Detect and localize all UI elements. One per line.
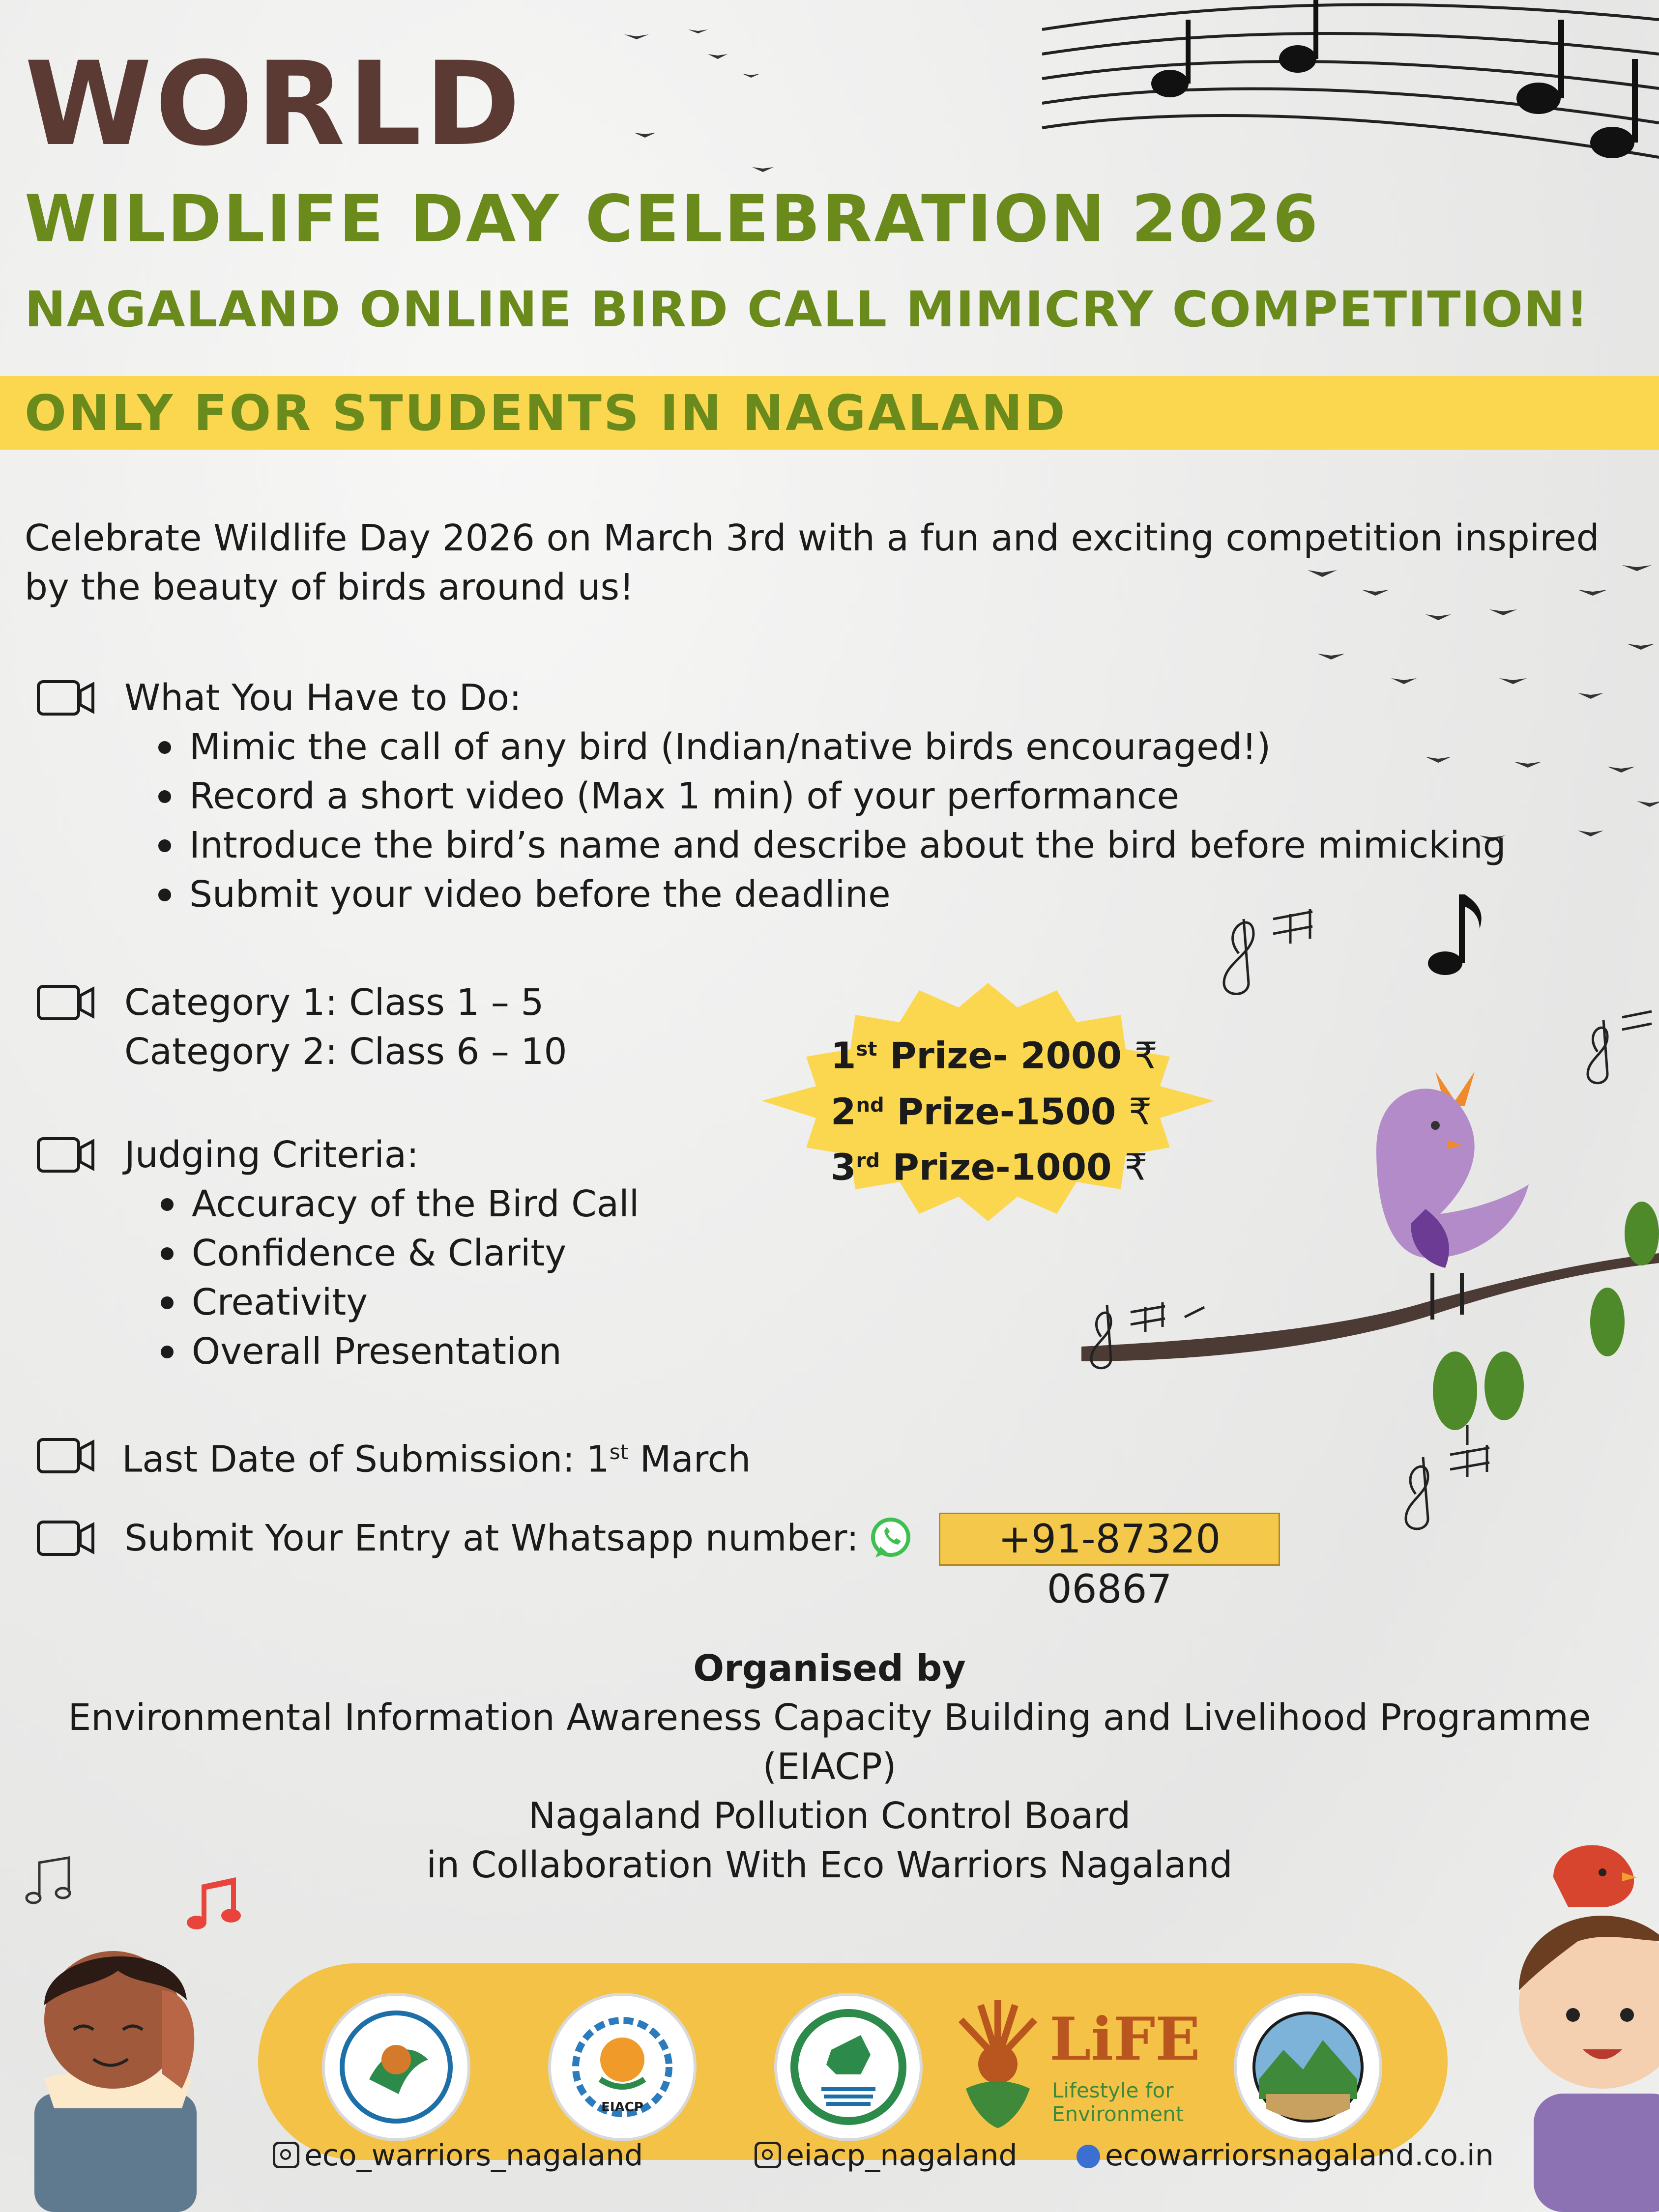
category-2: Category 2: Class 6 – 10 bbox=[124, 1031, 567, 1073]
eiacp-logo-label: EIACP bbox=[601, 2100, 643, 2115]
organised-by-heading: Organised by bbox=[693, 1647, 966, 1690]
category-1: Category 1: Class 1 – 5 bbox=[124, 981, 544, 1024]
deadline-section bbox=[37, 1428, 751, 1484]
judging-list bbox=[150, 1179, 774, 1376]
nagaland-pollution-control-board-logo bbox=[774, 1993, 923, 2141]
instagram-eiacp[interactable]: eiacp_nagaland bbox=[755, 2141, 1018, 2170]
deadline-text: Last Date of Submission: 1st March bbox=[122, 1438, 751, 1481]
organiser-line-4: in Collaboration With Eco Warriors Nagaland bbox=[426, 1844, 1233, 1886]
purple-bird-on-branch-illustration bbox=[1081, 1027, 1659, 1469]
title-world: WORLD bbox=[25, 37, 524, 172]
life-logo-subtitle: Lifestyle for Environment bbox=[1052, 2078, 1184, 2126]
treble-clef-icon bbox=[1573, 983, 1659, 1101]
list-item: Record a short video (Max 1 min) of your performance bbox=[147, 772, 1512, 821]
prize-second: 2nd Prize-1500 ₹ bbox=[831, 1091, 1152, 1133]
video-camera-icon bbox=[37, 1521, 95, 1556]
eco-warriors-nagaland-logo bbox=[1234, 1993, 1382, 2141]
partner-logos-bar bbox=[258, 1963, 1448, 2160]
list-item: Introduce the bird’s name and describe about the bird before mimicking bbox=[147, 821, 1512, 870]
judging-section bbox=[37, 1130, 774, 1376]
instagram-icon bbox=[755, 2142, 781, 2168]
organiser-line-3: Nagaland Pollution Control Board bbox=[528, 1795, 1131, 1837]
title-competition: NAGALAND ONLINE BIRD CALL MIMICRY COMPETITION! bbox=[25, 281, 1590, 338]
categories-section bbox=[37, 978, 567, 1076]
boy-with-red-bird-illustration bbox=[1489, 1828, 1659, 2212]
what-to-do-section bbox=[37, 673, 1512, 919]
music-note-red-icon bbox=[182, 1872, 251, 1936]
rupee-icon: ₹ bbox=[1134, 1034, 1158, 1077]
submit-text: Submit Your Entry at Whatsapp number: bbox=[124, 1517, 859, 1559]
prize-third: 3rd Prize-1000 ₹ bbox=[831, 1146, 1148, 1189]
music-note-icon bbox=[20, 1853, 88, 1912]
list-item: Submit your video before the deadline bbox=[147, 870, 1512, 919]
website-link[interactable]: ecowarriorsnagaland.co.in bbox=[1077, 2141, 1494, 2170]
list-item: Creativity bbox=[150, 1278, 774, 1327]
whatsapp-phone-number[interactable]: +91-87320 06867 bbox=[939, 1513, 1280, 1566]
list-item: Accuracy of the Bird Call bbox=[150, 1179, 774, 1229]
prize-first: 1st Prize- 2000 ₹ bbox=[831, 1034, 1158, 1077]
video-camera-icon bbox=[37, 680, 95, 716]
eligibility-banner bbox=[0, 376, 1659, 450]
instagram-icon bbox=[273, 2142, 299, 2168]
rupee-icon: ₹ bbox=[1129, 1091, 1152, 1133]
eiacp-logo bbox=[548, 1993, 697, 2141]
intro-text: Celebrate Wildlife Day 2026 on March 3rd with a fun and exciting competition inspired by the beauty of birds around us! bbox=[25, 517, 1600, 608]
life-logo bbox=[951, 1990, 1207, 2133]
title-celebration: WILDLIFE DAY CELEBRATION 2026 bbox=[25, 181, 1320, 257]
list-item: Mimic the call of any bird (Indian/native birds encouraged!) bbox=[147, 722, 1512, 772]
organiser-line-1: Environmental Information Awareness Capacity Building and Livelihood Programme bbox=[68, 1696, 1591, 1739]
judging-heading: Judging Criteria: bbox=[124, 1134, 419, 1176]
globe-icon bbox=[1077, 2145, 1100, 2168]
music-notes-icon bbox=[1199, 885, 1504, 1012]
list-item: Confidence & Clarity bbox=[150, 1229, 774, 1278]
nature-protects-logo bbox=[322, 1993, 470, 2141]
life-logo-title: LiFE bbox=[1049, 2005, 1200, 2074]
life-sun-icon bbox=[951, 1990, 1045, 2133]
treble-clef-icon bbox=[1381, 1415, 1539, 1543]
treble-clef-icon bbox=[1072, 1278, 1229, 1376]
boy-listening-illustration bbox=[0, 1931, 275, 2212]
submit-section bbox=[37, 1514, 913, 1563]
list-item: Overall Presentation bbox=[150, 1327, 774, 1376]
flying-birds-top-icon bbox=[614, 20, 860, 187]
video-camera-icon bbox=[37, 1137, 95, 1173]
what-to-do-heading: What You Have to Do: bbox=[124, 677, 522, 719]
rupee-icon: ₹ bbox=[1124, 1146, 1148, 1189]
video-camera-icon bbox=[37, 1438, 95, 1473]
video-camera-icon bbox=[37, 985, 95, 1020]
organiser-line-2: (EIACP) bbox=[762, 1746, 897, 1788]
instagram-eco-warriors[interactable]: eco_warriors_nagaland bbox=[273, 2141, 643, 2170]
whatsapp-icon bbox=[869, 1516, 913, 1560]
eligibility-banner-text: ONLY FOR STUDENTS IN NAGALAND bbox=[25, 384, 1067, 442]
